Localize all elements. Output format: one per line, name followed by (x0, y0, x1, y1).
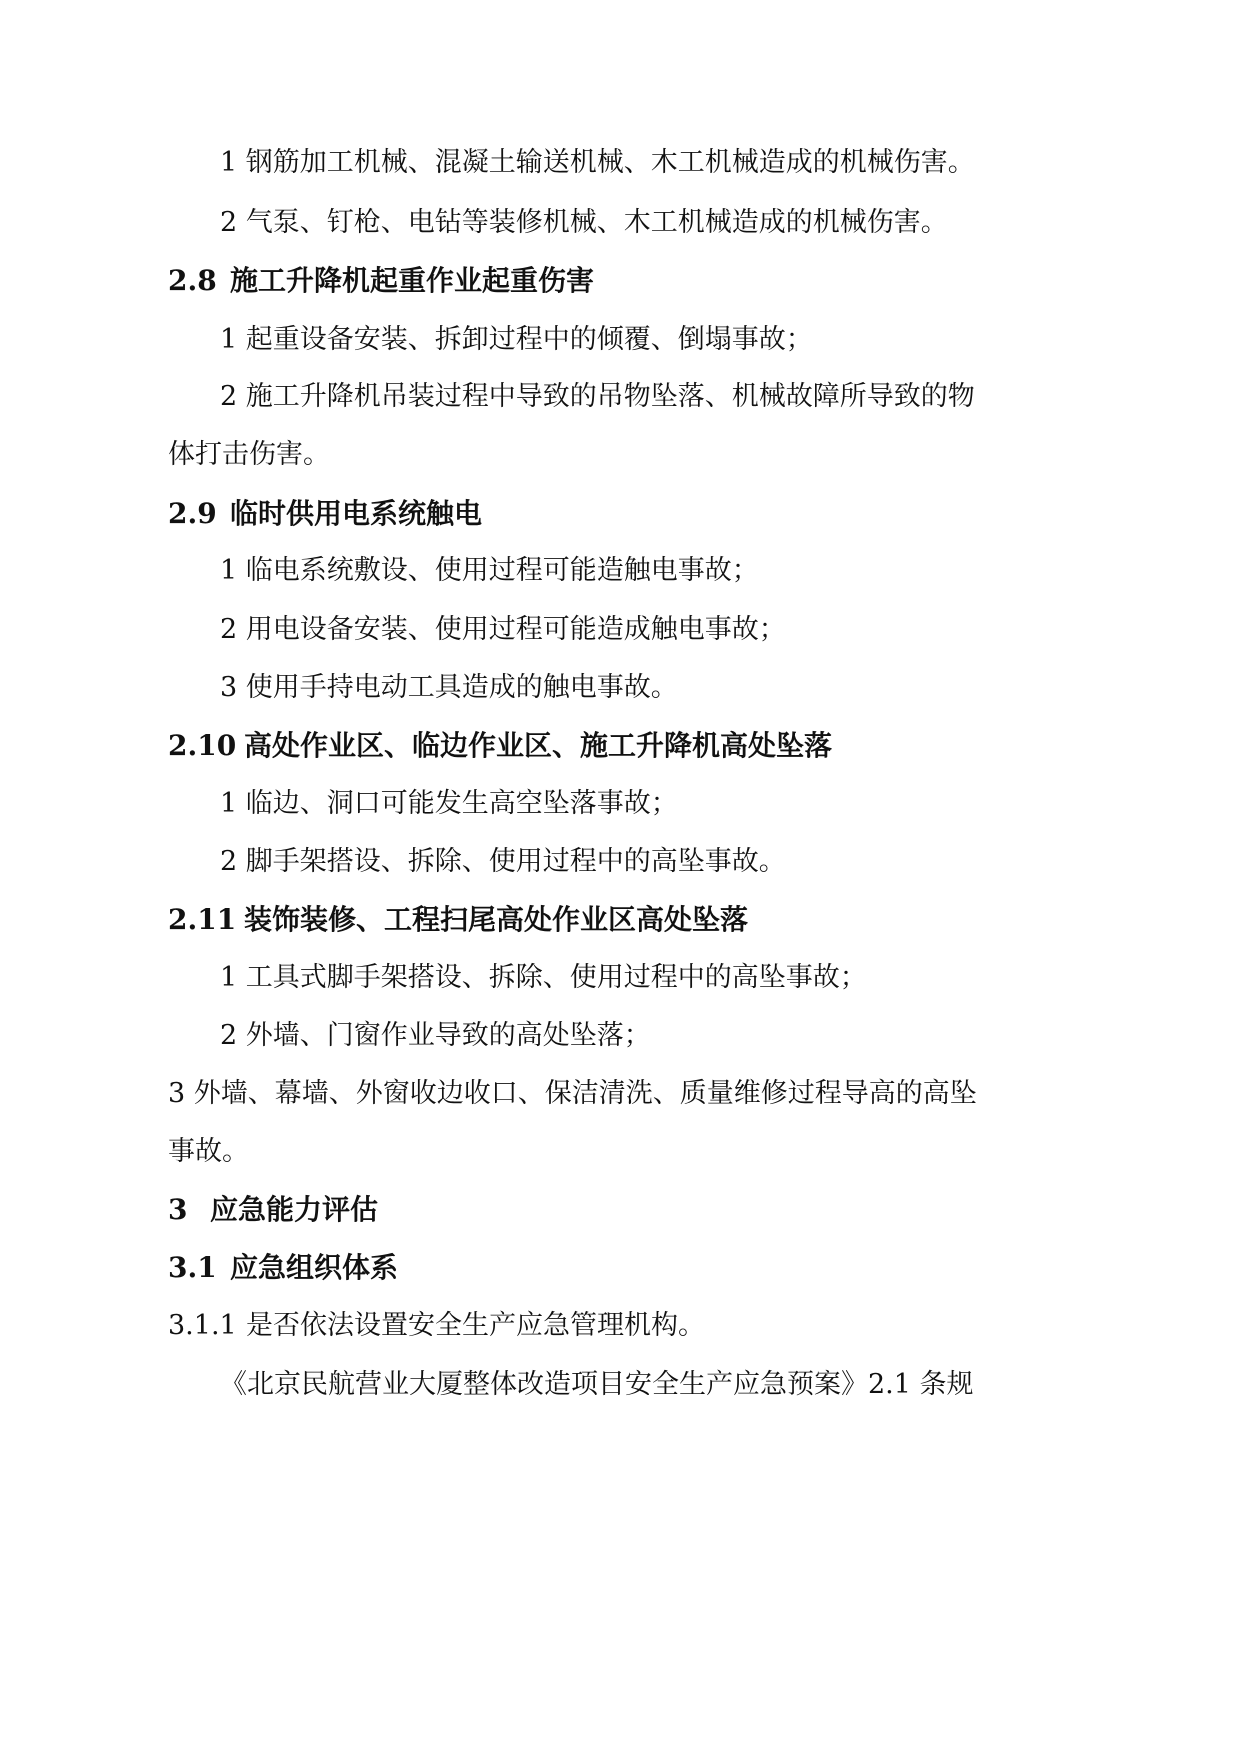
section-heading (168, 494, 1241, 534)
list-item: 1 钢筋加工机械、混凝土输送机械、木工机械造成的机械伤害。 (220, 147, 975, 178)
list-item: 2 用电设备安装、使用过程可能造成触电事故； (220, 614, 786, 645)
section-heading (168, 1248, 1241, 1288)
section-title: 应急组织体系 (230, 1251, 399, 1284)
paragraph-text: 《北京民航营业大厦整体改造项目安全生产应急预案》2.1 条规 (220, 1369, 974, 1400)
section-number: 2.8 (168, 264, 217, 297)
section-number: 2.9 (168, 497, 217, 530)
list-item: 2 施工升降机吊装过程中导致的吊物坠落、机械故障所导致的物 (220, 381, 975, 412)
subsection-number: 3.1.1 (168, 1310, 237, 1341)
list-item: 1 工具式脚手架搭设、拆除、使用过程中的高坠事故； (220, 962, 867, 993)
list-item: 体打击伤害。 (168, 439, 330, 470)
section-title: 临时供用电系统触电 (230, 497, 483, 530)
section-heading (168, 261, 1241, 301)
section-title: 高处作业区、临边作业区、施工升降机高处坠落 (244, 729, 833, 762)
section-title: 应急能力评估 (210, 1193, 379, 1226)
section-title: 施工升降机起重作业起重伤害 (230, 264, 595, 297)
list-item: 2 脚手架搭设、拆除、使用过程中的高坠事故。 (220, 846, 786, 877)
section-title: 装饰装修、工程扫尾高处作业区高处坠落 (244, 903, 749, 936)
list-item: 1 起重设备安装、拆卸过程中的倾覆、倒塌事故； (220, 324, 813, 355)
list-item: 3 外墙、幕墙、外窗收边收口、保洁清洗、质量维修过程导高的高坠 (168, 1078, 977, 1109)
subsection-heading (168, 1306, 1241, 1346)
list-item: 事故。 (168, 1136, 249, 1167)
list-item: 1 临边、洞口可能发生高空坠落事故； (220, 788, 678, 819)
section-heading (168, 726, 1241, 766)
section-number: 3 (168, 1193, 188, 1226)
list-item: 2 外墙、门窗作业导致的高处坠落； (220, 1020, 651, 1051)
list-item: 1 临电系统敷设、使用过程可能造触电事故； (220, 555, 759, 586)
section-heading (168, 900, 1241, 940)
section-number: 2.11 (168, 903, 237, 936)
list-item: 3 使用手持电动工具造成的触电事故。 (220, 672, 678, 703)
section-number: 3.1 (168, 1251, 217, 1284)
section-number: 2.10 (168, 729, 237, 762)
section-heading (168, 1190, 1241, 1230)
list-item: 2 气泵、钉枪、电钻等装修机械、木工机械造成的机械伤害。 (220, 207, 948, 238)
subsection-title: 是否依法设置安全生产应急管理机构。 (246, 1310, 705, 1341)
